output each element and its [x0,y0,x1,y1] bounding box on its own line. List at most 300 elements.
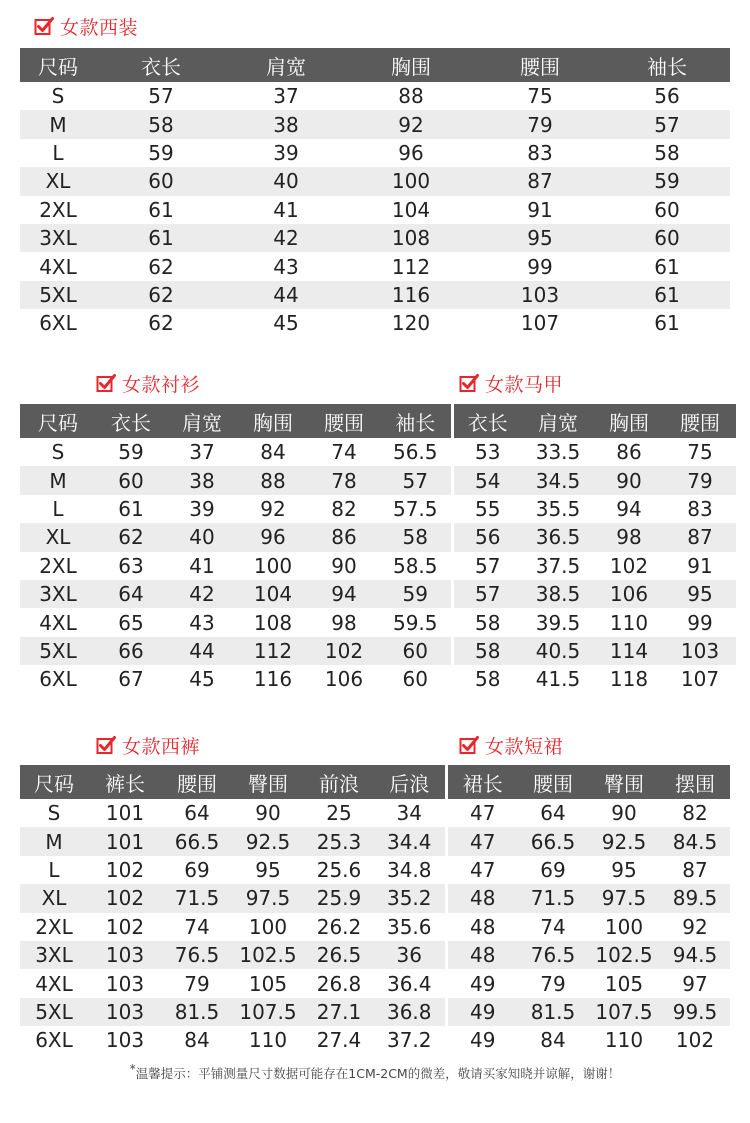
skirt-title [459,733,563,757]
table-row [20,167,730,195]
table-cell: 84 [184,1028,210,1053]
table-cell: 69 [184,857,210,882]
table-cell: 83 [687,496,713,521]
table-row [20,82,730,110]
table-cell: 102 [609,553,649,578]
table-cell: 62 [148,254,174,279]
table-cell: S [51,440,65,465]
column-header: 裤长 [88,765,162,799]
table-cell: 64 [540,801,566,826]
column-header: 腰围 [476,48,604,82]
table-cell: 92.5 [588,827,660,855]
table-cell: 120 [391,311,431,336]
table-cell: 35.2 [374,884,446,912]
table-cell: 57 [604,110,730,138]
table-cell: 116 [253,667,293,692]
table-cell: 47 [446,799,518,827]
table-cell: 3XL [20,224,96,252]
table-cell: 97.5 [588,884,660,912]
table-row [20,580,736,608]
table-cell: 59.5 [392,610,438,635]
table-row [20,665,736,693]
table-cell: 56.5 [392,440,438,465]
table-cell: 71.5 [162,884,232,912]
table-cell: 5XL [20,998,88,1026]
table-cell: 107 [680,667,720,692]
table-cell: 59 [604,167,730,195]
table-cell: 25 [326,801,352,826]
table-cell: 66.5 [518,827,588,855]
table-cell: 56 [452,523,522,551]
table-cell: 114 [594,637,664,665]
table-cell: 110 [604,1028,644,1053]
table-cell: 64 [96,580,166,608]
table-cell: 36.5 [522,523,594,551]
table-cell: 41 [273,197,299,222]
table-row [20,552,736,580]
table-cell: 59 [118,440,144,465]
table-cell: 104 [238,580,308,608]
table-cell: 34.4 [374,827,446,855]
table-cell: 61 [148,197,174,222]
table-cell: 34.8 [386,857,432,882]
table-cell: XL [20,523,96,551]
table-row [20,799,730,827]
table-cell: 107.5 [588,998,660,1026]
table-cell: 69 [540,857,566,882]
table-cell: 75 [527,84,553,109]
table-cell: 40.5 [522,637,594,665]
shirt-vest-size-table [20,404,736,694]
column-header: 胸围 [594,404,664,438]
table-cell: 108 [346,224,476,252]
table-cell: 66.5 [162,827,232,855]
table-cell: 75 [687,440,713,465]
table-cell: 3XL [20,941,88,969]
table-cell: 100 [604,914,644,939]
table-cell: 118 [609,667,649,692]
table-cell: 90 [611,801,637,826]
table-cell: 61 [118,496,144,521]
table-cell: 89.5 [660,884,730,912]
footnote [0,1062,750,1082]
table-cell: 88 [398,84,424,109]
table-cell: 37 [273,84,299,109]
table-header-row [20,765,730,799]
table-row [20,438,736,466]
table-cell: 102 [88,884,162,912]
table-cell: 63 [118,553,144,578]
table-cell: 60 [604,224,730,252]
table-cell: 112 [238,637,308,665]
table-cell: 55 [452,495,522,523]
table-cell: 79 [540,971,566,996]
table-cell: M [20,466,96,494]
table-row [20,637,736,665]
table-cell: 59 [148,140,174,165]
column-header: 衣长 [96,48,226,82]
table-cell: 106 [594,580,664,608]
footnote-star: * [129,1062,136,1076]
table-cell: 43 [273,254,299,279]
table-cell: 4XL [39,254,77,279]
table-cell: 99.5 [660,998,730,1026]
table-cell: 44 [166,637,238,665]
table-cell: 102 [308,637,380,665]
table-cell: 61 [96,224,226,252]
checkbox-check-icon [96,373,116,393]
table-cell: 49 [446,969,518,997]
table-cell: 6XL [39,311,77,336]
table-cell: 60 [96,167,226,195]
table-cell: 48 [446,913,518,941]
table-cell: 34.5 [522,466,594,494]
table-cell: 102 [675,1028,715,1053]
column-header: 肩宽 [226,48,346,82]
table-row [20,309,730,337]
table-row [20,281,730,309]
suit-title [34,14,138,38]
table-cell: L [52,140,64,165]
table-row [20,196,730,224]
table-header-row [20,404,736,438]
table-cell: 5XL [20,637,96,665]
table-cell: 5XL [20,281,96,309]
table-cell: 87 [476,167,604,195]
table-row [20,466,736,494]
table-cell: 105 [248,971,288,996]
table-cell: 96 [238,523,308,551]
table-cell: 112 [391,254,431,279]
column-header: 袖长 [380,404,452,438]
table-cell: 62 [96,281,226,309]
column-header: 尺码 [20,765,88,799]
table-cell: 98 [331,610,357,635]
table-cell: 47 [446,827,518,855]
table-cell: 103 [476,281,604,309]
table-cell: 74 [331,440,357,465]
table-cell: 61 [654,311,680,336]
table-cell: 57 [452,580,522,608]
table-cell: 92 [346,110,476,138]
column-header: 胸围 [346,48,476,82]
table-cell: 64 [184,801,210,826]
table-cell: 39.5 [535,610,581,635]
table-cell: 84 [540,1028,566,1053]
table-cell: 87 [682,857,708,882]
table-cell: 97 [682,971,708,996]
column-header: 尺码 [20,404,96,438]
table-row [20,913,730,941]
table-cell: 45 [189,667,215,692]
table-cell: 78 [308,466,380,494]
table-cell: 26.2 [316,914,362,939]
table-row [20,941,730,969]
table-cell: 103 [88,941,162,969]
table-row [20,495,736,523]
table-cell: 40 [226,167,346,195]
table-cell: 38 [166,466,238,494]
table-cell: XL [20,167,96,195]
table-cell: 36 [374,941,446,969]
column-header: 摆围 [660,765,730,799]
table-row [20,110,730,138]
table-cell: 65 [118,610,144,635]
column-header: 衣长 [452,404,522,438]
column-header: 裙长 [446,765,518,799]
table-cell: 76.5 [162,941,232,969]
column-header: 腰围 [162,765,232,799]
table-cell: 59 [380,580,452,608]
table-cell: 104 [391,197,431,222]
table-cell: 100 [248,914,288,939]
column-header: 尺码 [20,48,96,82]
table-cell: 57.5 [392,496,438,521]
table-cell: XL [20,884,88,912]
table-cell: S [51,84,65,109]
table-cell: 43 [189,610,215,635]
column-header: 腰围 [664,404,736,438]
table-cell: 40 [166,523,238,551]
suit-title-text: 女款西装 [60,16,139,39]
table-cell: 6XL [39,667,77,692]
footnote-text: 温馨提示：平铺测量尺寸数据可能存在1CM-2CM的微差，敬请买家知晓并谅解，谢谢！ [135,1066,621,1082]
table-cell: 81.5 [162,998,232,1026]
table-cell: 38.5 [522,580,594,608]
table-cell: 71.5 [518,884,588,912]
table-cell: 91 [687,553,713,578]
table-cell: 25.3 [304,827,374,855]
column-header: 肩宽 [522,404,594,438]
table-cell: 95 [664,580,736,608]
table-cell: 60 [402,667,428,692]
table-cell: 79 [184,971,210,996]
table-cell: 90 [255,801,281,826]
table-row [20,523,736,551]
table-row [20,608,736,636]
table-cell: 44 [226,281,346,309]
table-cell: 39 [189,496,215,521]
table-cell: 57 [148,84,174,109]
table-cell: 26.8 [316,971,362,996]
table-cell: 42 [166,580,238,608]
table-cell: 62 [148,311,174,336]
table-cell: 82 [682,801,708,826]
table-cell: 92.5 [232,827,304,855]
table-cell: 34 [396,801,422,826]
table-cell: 107 [520,311,560,336]
table-cell: 110 [609,610,649,635]
column-header: 腰围 [518,765,588,799]
table-cell: 107.5 [232,998,304,1026]
table-cell: 87 [664,523,736,551]
table-cell: 102.5 [232,941,304,969]
table-cell: M [20,110,96,138]
table-row [20,969,730,997]
column-header: 袖长 [604,48,730,82]
pants-title-text: 女款西裤 [122,735,201,758]
table-cell: 37 [189,440,215,465]
table-cell: 99 [687,610,713,635]
table-cell: 61 [654,254,680,279]
table-cell: 79 [476,110,604,138]
table-cell: 105 [604,971,644,996]
table-cell: 62 [96,523,166,551]
table-cell: 35.5 [535,496,581,521]
table-cell: 60 [654,197,680,222]
table-header-row [20,48,730,82]
table-cell: 101 [88,827,162,855]
table-cell: 92 [260,496,286,521]
table-cell: 94 [616,496,642,521]
table-row [20,224,730,252]
table-cell: 36.8 [374,998,446,1026]
table-cell: 103 [664,637,736,665]
table-cell: 48 [446,884,518,912]
shirt-title [96,371,200,395]
table-cell: 48 [446,941,518,969]
table-cell: 67 [118,667,144,692]
table-cell: S [47,801,61,826]
column-header: 胸围 [238,404,308,438]
table-cell: M [20,827,88,855]
table-cell: 98 [594,523,664,551]
table-cell: 58 [452,637,522,665]
column-header: 臀围 [588,765,660,799]
table-cell: 96 [398,140,424,165]
column-header: 臀围 [232,765,304,799]
column-header: 后浪 [374,765,446,799]
shirt-title-text: 女款衬衫 [122,373,201,396]
table-cell: 116 [346,281,476,309]
table-cell: 38 [226,110,346,138]
table-cell: 58.5 [392,553,438,578]
vest-title-text: 女款马甲 [485,373,564,396]
table-cell: 102 [105,914,145,939]
table-cell: 58 [452,665,522,693]
table-cell: 2XL [39,197,77,222]
table-cell: 81.5 [518,998,588,1026]
table-cell: 76.5 [518,941,588,969]
table-cell: 92 [682,914,708,939]
suit-size-table [20,48,730,338]
table-cell: 100 [253,553,293,578]
table-cell: 49 [446,998,518,1026]
table-cell: 110 [248,1028,288,1053]
table-cell: 37.2 [386,1028,432,1053]
table-cell: 41.5 [535,667,581,692]
table-row [20,1026,730,1054]
table-cell: 103 [105,971,145,996]
table-cell: 102 [105,857,145,882]
table-cell: 79 [664,466,736,494]
table-cell: 101 [105,801,145,826]
table-cell: 36.4 [386,971,432,996]
table-cell: 3XL [20,580,96,608]
table-cell: 66 [96,637,166,665]
table-cell: 100 [346,167,476,195]
table-cell: 60 [380,637,452,665]
table-cell: 106 [324,667,364,692]
table-cell: 60 [96,466,166,494]
table-cell: 88 [238,466,308,494]
checkbox-check-icon [459,735,479,755]
table-cell: 74 [540,914,566,939]
table-cell: 103 [105,1028,145,1053]
table-cell: 35.6 [386,914,432,939]
table-cell: 47 [446,856,518,884]
table-cell: 97.5 [232,884,304,912]
table-cell: 26.5 [304,941,374,969]
table-cell: 4XL [39,610,77,635]
table-cell: 95 [255,857,281,882]
table-cell: 2XL [39,553,77,578]
table-cell: 57 [452,552,522,580]
table-cell: 58 [654,140,680,165]
table-cell: 94.5 [660,941,730,969]
checkbox-check-icon [459,373,479,393]
table-cell: 33.5 [535,440,581,465]
table-cell: 82 [331,496,357,521]
table-cell: 27.1 [304,998,374,1026]
table-row [20,884,730,912]
table-cell: 99 [527,254,553,279]
table-cell: 49 [446,1026,518,1054]
table-cell: 84 [260,440,286,465]
table-cell: 41 [189,553,215,578]
table-cell: 39 [273,140,299,165]
table-cell: 4XL [35,971,73,996]
table-cell: 37.5 [535,553,581,578]
table-cell: 90 [594,466,664,494]
table-cell: 103 [88,998,162,1026]
table-cell: 95 [611,857,637,882]
table-cell: 94 [308,580,380,608]
table-cell: 102.5 [588,941,660,969]
table-cell: 54 [452,466,522,494]
table-cell: 83 [527,140,553,165]
table-cell: 58 [380,523,452,551]
pants-skirt-size-table [20,765,730,1055]
table-cell: 56 [654,84,680,109]
skirt-title-text: 女款短裙 [485,735,564,758]
table-row [20,139,730,167]
column-header: 衣长 [96,404,166,438]
table-cell: 58 [452,608,522,636]
table-cell: 90 [331,553,357,578]
table-cell: 53 [452,438,522,466]
pants-title [96,733,200,757]
table-cell: 58 [96,110,226,138]
table-cell: 74 [184,914,210,939]
table-cell: 2XL [35,914,73,939]
table-cell: 61 [604,281,730,309]
table-cell: 91 [527,197,553,222]
column-header: 腰围 [308,404,380,438]
table-cell: 86 [308,523,380,551]
table-cell: 45 [273,311,299,336]
table-cell: 25.6 [316,857,362,882]
table-row [20,827,730,855]
table-cell: L [52,496,64,521]
checkbox-check-icon [34,16,54,36]
table-cell: 95 [476,224,604,252]
table-row [20,252,730,280]
column-header: 肩宽 [166,404,238,438]
table-cell: 42 [226,224,346,252]
vest-title [459,371,563,395]
table-cell: 25.9 [304,884,374,912]
